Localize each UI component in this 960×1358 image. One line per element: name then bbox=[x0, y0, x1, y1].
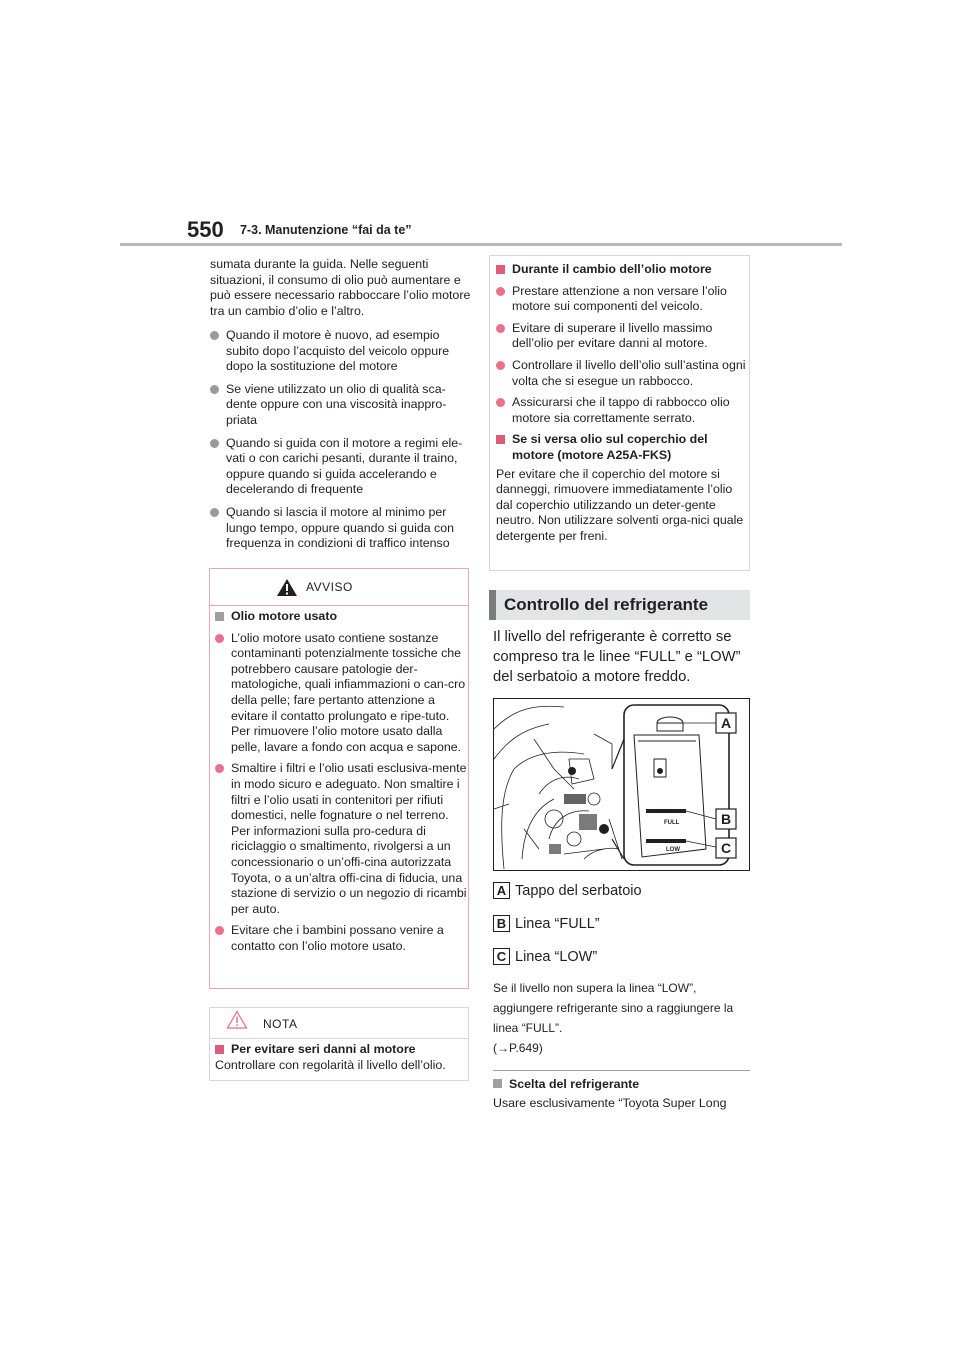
list-item bbox=[215, 923, 467, 954]
bullet-dot-icon bbox=[496, 361, 505, 370]
tank-low-text: LOW bbox=[666, 847, 680, 853]
bullet-dot-icon bbox=[496, 287, 505, 296]
divider bbox=[493, 1070, 750, 1071]
caution-triangle-icon bbox=[226, 1010, 248, 1029]
coolant-intro: Il livello del refrigerante è corretto se compreso tra le linee “FULL” e “LOW” del serbatoio a motore freddo. bbox=[493, 629, 741, 685]
title-accent-bar bbox=[489, 590, 496, 620]
list-item-text: Quando si guida con il motore a regimi ele-vati o con carichi pesanti, durante il traino, oppure quando si guida accelerando e decelerando di frequente bbox=[226, 435, 463, 497]
warning-body bbox=[215, 609, 467, 958]
callout-a-label: A bbox=[720, 715, 732, 731]
note-label: NOTA bbox=[263, 1017, 298, 1031]
note-heading bbox=[215, 1042, 467, 1058]
coolant-reservoir-figure bbox=[493, 698, 750, 871]
list-item-text: Evitare che i bambini possano venire a contatto con l’olio motore usato. bbox=[231, 923, 444, 953]
legend-label: Linea “LOW” bbox=[515, 949, 598, 965]
legend-label: Linea “FULL” bbox=[515, 916, 600, 932]
coolant-note bbox=[493, 978, 755, 1058]
coolant-title-text: Controllo del refrigerante bbox=[504, 595, 709, 614]
list-item bbox=[210, 505, 472, 552]
bullet-dot-icon bbox=[496, 324, 505, 333]
warning-box bbox=[209, 568, 469, 989]
list-item bbox=[215, 631, 467, 756]
legend-item-b bbox=[493, 915, 600, 935]
list-item-text: Smaltire i filtri e l’olio usati esclusiva-mente in modo sicuro e adeguato. Non smaltire i filtri e l’olio usati in contenitori per rifiuti domestici, nelle fognature o nel terreno. Per informazioni sulla pro-cedura di riciclaggio o smaltimento, rivolgersi a un concessionario o un’offi-cina autorizzata Toyota, o a un’altra offi-cina di fiducia, una stazione di servizio o un negozio di ricambi per auto. bbox=[231, 761, 467, 916]
list-item-text: Quando si lascia il motore al minimo per lungo tempo, oppure quando si guida con frequenza in condizioni di traffico intenso bbox=[226, 504, 455, 551]
bullet-dot-icon bbox=[496, 398, 505, 407]
list-item bbox=[496, 358, 746, 389]
legend-key: B bbox=[493, 915, 510, 932]
page-number: 550 bbox=[187, 217, 224, 242]
list-item bbox=[215, 761, 467, 917]
square-bullet-icon bbox=[493, 1079, 502, 1088]
oil-consumption-list bbox=[210, 328, 472, 559]
list-item-text: Quando il motore è nuovo, ad esempio subito dopo l’acquisto del veicolo oppure dopo la sostituzione del motore bbox=[226, 328, 450, 374]
list-item-text: Controllare il livello dell’olio sull’astina ogni volta che si esegue un rabbocco. bbox=[512, 357, 746, 388]
warning-heading bbox=[215, 609, 467, 625]
list-item bbox=[210, 328, 472, 375]
warning-header bbox=[210, 569, 468, 606]
coolant-choice-heading bbox=[493, 1076, 755, 1093]
tank-full-text: FULL bbox=[664, 820, 680, 826]
info-heading-oil-spill bbox=[496, 432, 746, 463]
warning-heading-text: Olio motore usato bbox=[231, 609, 338, 623]
note-body bbox=[215, 1042, 467, 1073]
section-title: 7-3. Manutenzione “fai da te” bbox=[240, 223, 412, 237]
list-item bbox=[210, 436, 472, 498]
list-item bbox=[210, 382, 472, 429]
list-item-text: L’olio motore usato contiene sostanze contaminanti potenzialmente tossiche che potrebbero causare patologie der-matologiche, quali infiammazioni o can-cro della pelle; fare pertanto attenzione a evitare il contatto prolungato e ripe-tuto. Per rimuovere l’olio motore usato dalla pelle, lavare a fondo con acqua e sapone. bbox=[231, 630, 466, 754]
square-bullet-icon bbox=[496, 265, 505, 274]
info-body bbox=[496, 262, 746, 545]
bullet-dot-icon bbox=[210, 439, 219, 448]
list-item-text: Se viene utilizzato un olio di qualità sca-dente oppure con una viscosità inappro-priata bbox=[226, 381, 447, 427]
bullet-dot-icon bbox=[215, 764, 224, 773]
info-box bbox=[489, 255, 750, 571]
legend-key: C bbox=[493, 948, 510, 965]
info-heading-text: Durante il cambio dell’olio motore bbox=[512, 262, 712, 276]
bullet-dot-icon bbox=[210, 331, 219, 340]
list-item-text: Evitare di superare il livello massimo dell’olio per evitare danni al motore. bbox=[512, 320, 713, 351]
coolant-choice-heading-text: Scelta del refrigerante bbox=[509, 1077, 640, 1091]
legend-key: A bbox=[493, 882, 510, 899]
info-heading-text: Se si versa olio sul coperchio del motore (motore A25A-FKS) bbox=[512, 432, 708, 462]
intro-text: sumata durante la guida. Nelle seguenti situazioni, il consumo di olio può aumentare e può essere necessario rabboccare l’olio motore tra un cambio d’olio e l’altro. bbox=[210, 257, 471, 318]
warning-triangle-icon bbox=[276, 578, 298, 597]
coolant-choice-section bbox=[493, 1076, 755, 1112]
info-text: Per evitare che il coperchio del motore si danneggi, rimuovere immediatamente l’olio dal coperchio utilizzando un deter-gente neutro. Non utilizzare solventi orga-nici quale detergente per freni. bbox=[496, 466, 744, 543]
bullet-dot-icon bbox=[215, 634, 224, 643]
note-heading-text: Per evitare seri danni al motore bbox=[231, 1042, 416, 1056]
list-item-text: Assicurarsi che il tappo di rabbocco olio motore sia correttamente serrato. bbox=[512, 395, 730, 425]
page-reference-link[interactable]: (→P.649) bbox=[493, 1041, 543, 1055]
bullet-dot-icon bbox=[210, 385, 219, 394]
left-intro-paragraph bbox=[210, 257, 472, 319]
legend-label: Tappo del serbatoio bbox=[515, 883, 642, 899]
list-item bbox=[496, 284, 746, 315]
engine-bay-illustration bbox=[494, 699, 750, 871]
callout-c-label: C bbox=[720, 840, 732, 856]
list-item bbox=[496, 395, 746, 426]
bullet-dot-icon bbox=[215, 926, 224, 935]
square-bullet-icon bbox=[215, 612, 224, 621]
coolant-note-text: Se il livello non supera la linea “LOW”, aggiungere refrigerante sino a raggiungere la linea “FULL”. bbox=[493, 981, 734, 1035]
bullet-dot-icon bbox=[210, 508, 219, 517]
header-rule bbox=[120, 243, 842, 246]
callout-b-label: B bbox=[720, 811, 732, 827]
note-text: Controllare con regolarità il livello dell’olio. bbox=[215, 1057, 446, 1072]
square-bullet-icon bbox=[215, 1045, 224, 1054]
coolant-choice-text: Usare esclusivamente “Toyota Super Long bbox=[493, 1096, 727, 1110]
legend-item-c bbox=[493, 948, 597, 968]
list-item bbox=[496, 321, 746, 352]
square-bullet-icon bbox=[496, 435, 505, 444]
info-heading-oil-change bbox=[496, 262, 746, 278]
list-item-text: Prestare attenzione a non versare l’olio motore sui componenti del veicolo. bbox=[512, 283, 727, 314]
legend-item-a bbox=[493, 882, 642, 902]
note-header bbox=[210, 1008, 468, 1039]
note-box bbox=[209, 1007, 469, 1081]
coolant-section-title bbox=[489, 590, 750, 620]
warning-label: AVVISO bbox=[306, 580, 353, 594]
